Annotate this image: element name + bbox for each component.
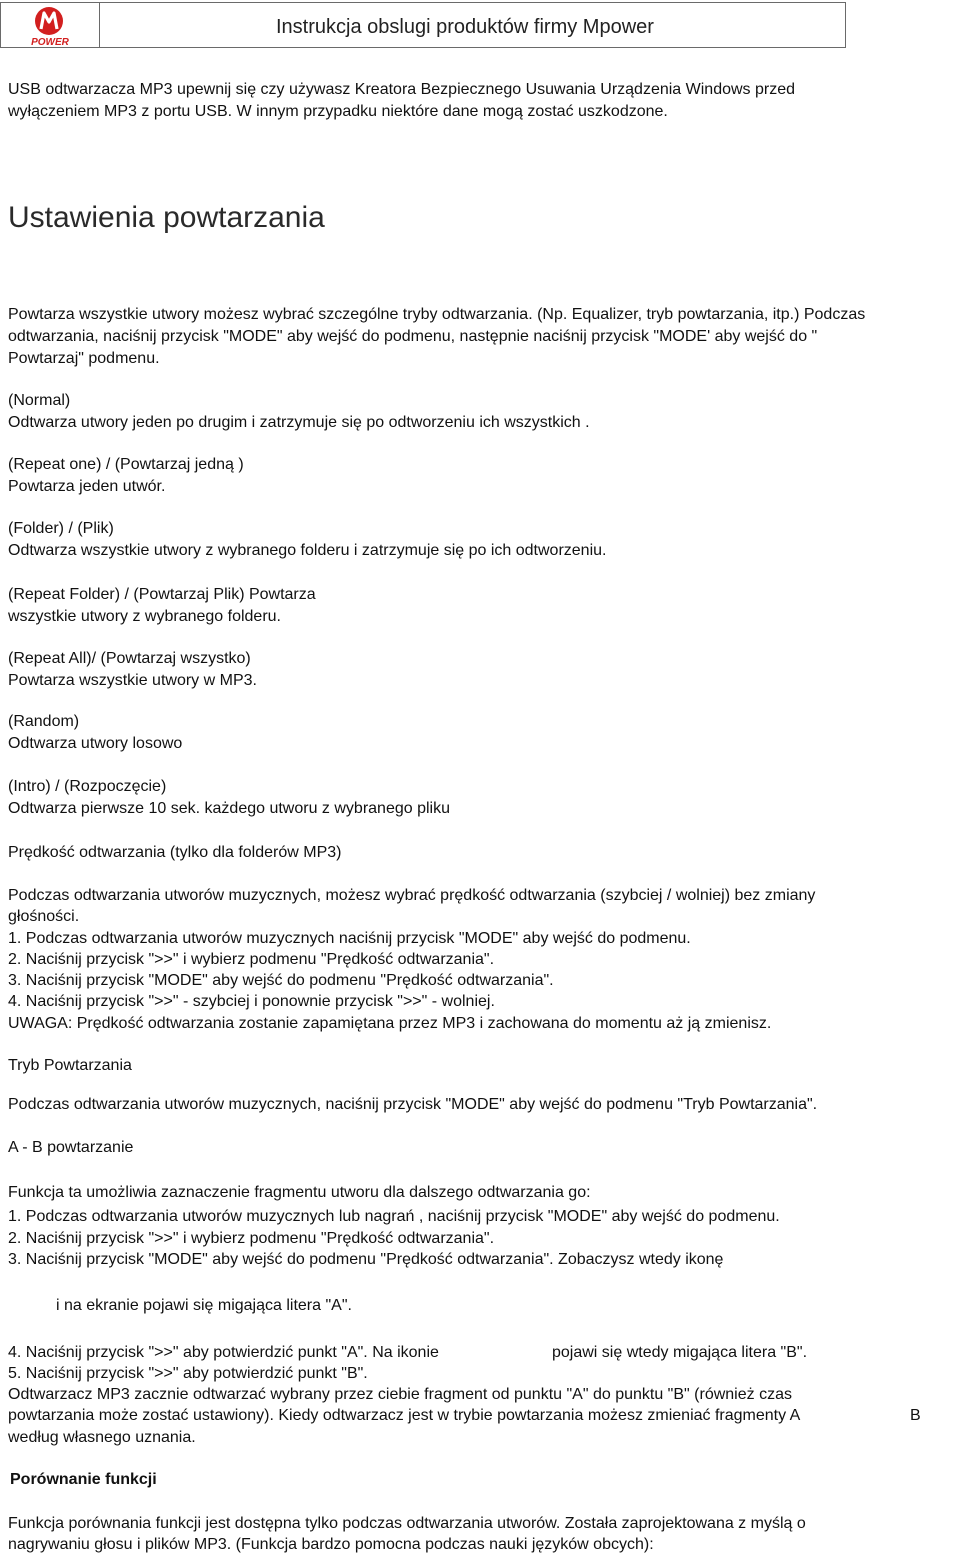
ab-para-line-3: według własnego uznania.: [8, 1429, 196, 1446]
mode-desc: Powtarza jeden utwór.: [8, 478, 166, 495]
ab-step-continuation: pojawi się wtedy migająca litera "B".: [552, 1344, 808, 1361]
section-title-playback-speed: Prędkość odtwarzania (tylko dla folderów MP3): [8, 844, 342, 861]
svg-text:POWER: POWER: [31, 37, 69, 47]
mode-desc: wszystkie utwory z wybranego folderu.: [8, 608, 281, 625]
ab-step: 5. Naciśnij przycisk ">>" aby potwierdzić punkt "B".: [8, 1365, 368, 1382]
ab-step: 3. Naciśnij przycisk "MODE" aby wejść do podmenu "Prędkość odtwarzania". Zobaczysz wtedy ikonę: [8, 1251, 724, 1268]
section-title-function-comparison: Porównanie funkcji: [10, 1471, 157, 1488]
compare-para-line-2: nagrywaniu głosu i plików MP3. (Funkcja bardzo pomocna podczas nauki języków obcych):: [8, 1536, 654, 1553]
ab-step: 4. Naciśnij przycisk ">>" aby potwierdzić punkt "A". Na ikonie: [8, 1344, 439, 1361]
section-title-ab-repeat: A - B powtarzanie: [8, 1139, 134, 1156]
speed-step: 2. Naciśnij przycisk ">>" i wybierz podmenu "Prędkość odtwarzania".: [8, 951, 495, 968]
mode-name: (Random): [8, 713, 80, 730]
ab-step-continuation: i na ekranie pojawi się migająca litera "A".: [56, 1297, 352, 1314]
speed-step: 1. Podczas odtwarzania utworów muzycznych naciśnij przycisk "MODE" aby wejść do podmenu.: [8, 930, 691, 947]
ab-para-line-1: Odtwarzacz MP3 zacznie odtwarzać wybrany przez ciebie fragment od punktu "A" do punktu "B" (również czas: [8, 1386, 792, 1403]
mode-name: (Repeat one) / (Powtarzaj jedną ): [8, 456, 244, 473]
ab-step: 1. Podczas odtwarzania utworów muzycznych lub nagrań , naciśnij przycisk "MODE" aby wejść do podmenu.: [8, 1208, 780, 1225]
mode-name: (Intro) / (Rozpoczęcie): [8, 778, 167, 795]
mode-desc: Odtwarza utwory losowo: [8, 735, 183, 752]
ab-para-line-2: powtarzania może zostać ustawiony). Kiedy odtwarzacz jest w trybie powtarzania możesz zmieniać fragmenty A: [8, 1407, 801, 1424]
speed-para-line-1: Podczas odtwarzania utworów muzycznych, możesz wybrać prędkość odtwarzania (szybciej / wolniej) bez zmiany: [8, 887, 816, 904]
mode-desc: Odtwarza pierwsze 10 sek. każdego utworu z wybranego pliku: [8, 800, 450, 817]
logo: [1, 3, 100, 47]
section-title-repeat-settings: Ustawienia powtarzania: [8, 201, 325, 234]
repeat-para-line-3: Powtarzaj" podmenu.: [8, 350, 160, 367]
repeat-para-line-1: Powtarza wszystkie utwory możesz wybrać szczególne tryby odtwarzania. (Np. Equalizer, tryb powtarzania, itp.) Podczas: [8, 306, 866, 323]
header-title: Instrukcja obslugi produktów firmy Mpower: [276, 16, 654, 38]
mode-name: (Normal): [8, 392, 71, 409]
ab-intro: Funkcja ta umożliwia zaznaczenie fragmentu utworu dla dalszego odtwarzania go:: [8, 1184, 591, 1201]
speed-note: UWAGA: Prędkość odtwarzania zostanie zapamiętana przez MP3 i zachowana do momentu aż ją zmienisz.: [8, 1015, 772, 1032]
mode-desc: Odtwarza wszystkie utwory z wybranego folderu i zatrzymuje się po ich odtworzeniu.: [8, 542, 607, 559]
mode-desc: Odtwarza utwory jeden po drugim i zatrzymuje się po odtworzeniu ich wszystkich .: [8, 414, 590, 431]
mode-name: (Folder) / (Plik): [8, 520, 114, 537]
speed-step: 4. Naciśnij przycisk ">>" - szybciej i ponownie przycisk ">>" - wolniej.: [8, 993, 495, 1010]
mode-name: (Repeat All)/ (Powtarzaj wszystko): [8, 650, 251, 667]
page-header: [0, 2, 846, 48]
repeat-para-line-2: odtwarzania, naciśnij przycisk "MODE" aby wejść do podmenu, następnie naciśnij przycisk "MODE' aby wejść do ": [8, 328, 818, 345]
mode-name: (Repeat Folder) / (Powtarzaj Plik) Powtarza: [8, 586, 316, 603]
mode-desc: Powtarza wszystkie utwory w MP3.: [8, 672, 257, 689]
repeat-mode-text: Podczas odtwarzania utworów muzycznych, naciśnij przycisk "MODE" aby wejść do podmenu "Tryb Powtarzania".: [8, 1096, 818, 1113]
speed-step: 3. Naciśnij przycisk "MODE" aby wejść do podmenu "Prędkość odtwarzania".: [8, 972, 554, 989]
ab-step: 2. Naciśnij przycisk ">>" i wybierz podmenu "Prędkość odtwarzania".: [8, 1230, 495, 1247]
speed-para-line-2: głośności.: [8, 908, 80, 925]
mpower-logo-icon: [1, 3, 99, 47]
intro-line-1: USB odtwarzacza MP3 upewnij się czy używasz Kreatora Bezpiecznego Usuwania Urządzenia Windows przed: [8, 81, 796, 98]
section-title-repeat-mode: Tryb Powtarzania: [8, 1057, 132, 1074]
compare-para-line-1: Funkcja porównania funkcji jest dostępna tylko podczas odtwarzania utworów. Została zaprojektowana z myślą o: [8, 1515, 806, 1532]
intro-line-2: wyłączeniem MP3 z portu USB. W innym przypadku niektóre dane mogą zostać uszkodzone.: [8, 103, 668, 120]
ab-para-letter-b: B: [910, 1407, 921, 1424]
